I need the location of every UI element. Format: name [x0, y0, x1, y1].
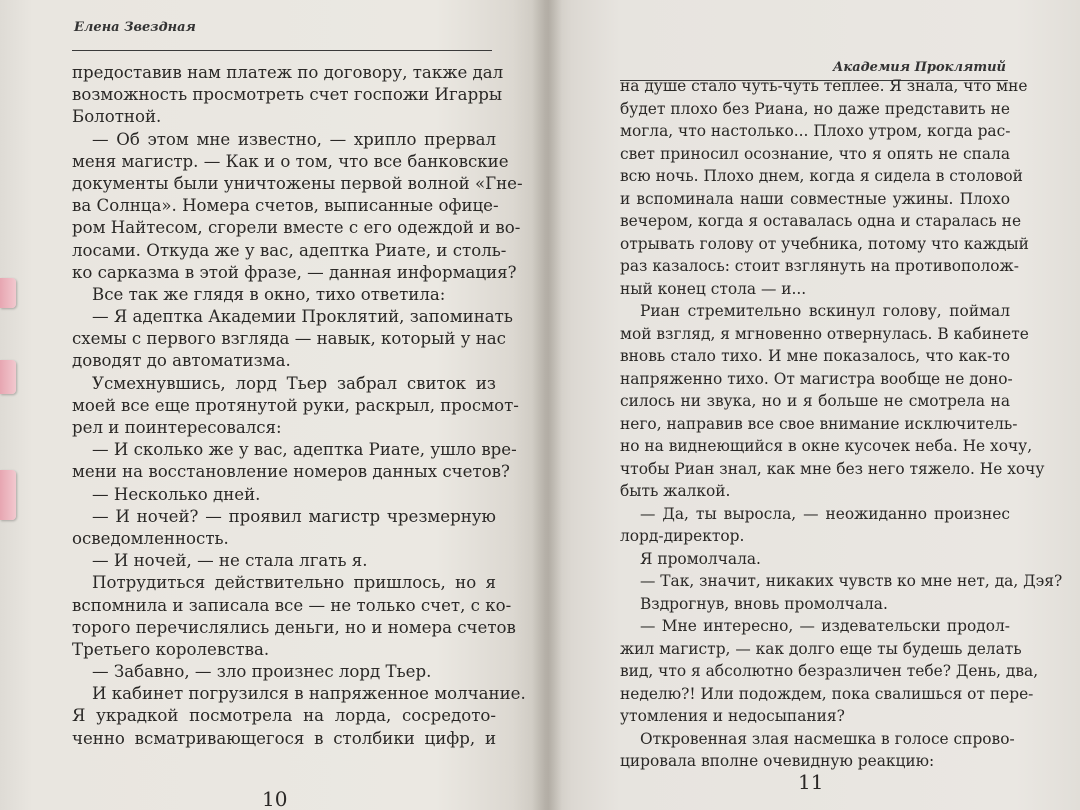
left-page-number: 10	[262, 787, 288, 810]
text-line: лорд-директор.	[620, 527, 745, 545]
text-line: мени на восстановление номеров данных счетов?	[72, 462, 510, 482]
text-line: — Я адептка Академии Проклятий, запоминать	[92, 307, 513, 327]
text-line: отрывать голову от учебника, потому что каждый	[620, 234, 1029, 253]
text-line: Вздрогнув, вновь промолчала.	[640, 594, 888, 613]
text-line: него, направив все свое внимание исключитель-	[620, 414, 1018, 433]
text-line: будет плохо без Риана, но даже представить не	[620, 99, 1010, 118]
text-line: могла, что настолько... Плохо утром, когда рас-	[620, 122, 1011, 140]
text-line: — И ночей? — проявил магистр чрезмерную	[92, 506, 496, 526]
text-line: Я промолчала.	[640, 549, 761, 568]
right-page	[545, 0, 1080, 810]
text-line: торого перечислялись деньги, но и номера счетов	[72, 617, 516, 637]
text-line: быть жалкой.	[620, 482, 731, 500]
left-header-rule	[72, 50, 492, 51]
text-line: но на виднеющийся в окне кусочек неба. Не хочу,	[620, 437, 1033, 455]
text-line: вечером, когда я оставалась одна и старалась не	[620, 212, 1022, 230]
text-line: ченно всматривающегося в столбики цифр, и	[72, 728, 496, 748]
text-line: ный конец стола — и...	[620, 279, 807, 298]
text-line: Все так же глядя в окно, тихо ответила:	[92, 284, 446, 304]
text-line: — Забавно, — зло произнес лорд Тьер.	[92, 662, 432, 682]
text-line: меня магистр. — Как и о том, что все банковские	[72, 151, 509, 171]
left-running-head: Елена Звездная	[74, 20, 196, 35]
bookmark-tab	[0, 278, 16, 308]
text-line: Потрудиться действительно пришлось, но я	[92, 573, 496, 593]
text-line: Усмехнувшись, лорд Тьер забрал свиток из	[92, 373, 496, 393]
text-line: — И сколько же у вас, адептка Риате, ушло вре-	[92, 440, 517, 460]
bookmark-tab	[0, 470, 16, 520]
book-gutter	[532, 0, 562, 810]
text-line: — Да, ты выросла, — неожиданно произнес	[640, 504, 1010, 523]
text-line: — Об этом мне известно, — хрипло прервал	[92, 129, 496, 149]
text-line: И кабинет погрузился в напряженное молчание.	[92, 684, 526, 704]
text-line: Болотной.	[72, 107, 162, 127]
text-line: Третьего королевства.	[72, 639, 270, 659]
text-line: предоставив нам платеж по договору, также дал	[72, 63, 504, 82]
text-line: на душе стало чуть-чуть теплее. Я знала, что мне	[620, 77, 1028, 95]
text-line: силось ни звука, но и я больше не смотрела на	[620, 392, 1010, 410]
text-line: ва Солнца». Номера счетов, выписанные офице-	[72, 196, 499, 216]
text-line: ром Найтесом, сгорели вместе с его одеждой и во-	[72, 218, 521, 238]
text-line: жил магистр, — как долго еще ты будешь делать	[620, 639, 1022, 658]
text-line: неделю?! Или подождем, пока свалишься от пере-	[620, 684, 1034, 703]
text-line: рел и поинтересовался:	[72, 418, 282, 437]
text-line: Откровенная злая насмешка в голосе спрово-	[640, 729, 1015, 748]
text-line: напряженно тихо. От магистра вообще не доно-	[620, 369, 1013, 388]
right-page-number: 11	[798, 770, 824, 794]
text-line: вновь стало тихо. И мне показалось, что как-то	[620, 347, 1010, 365]
text-line: моей все еще протянутой руки, раскрыл, просмот-	[72, 395, 519, 415]
text-line: мой взгляд, я мгновенно отвернулась. В кабинете	[620, 324, 1029, 343]
text-line: — Несколько дней.	[92, 484, 261, 504]
text-line: раз казалось: стоит взглянуть на противополож-	[620, 257, 1019, 275]
text-line: ко сарказма в этой фразе, — данная информация?	[72, 262, 517, 282]
text-line: доводят до автоматизма.	[72, 351, 291, 371]
text-line: всю ночь. Плохо днем, когда я сидела в столовой	[620, 167, 1023, 185]
text-line: осведомленность.	[72, 528, 229, 548]
text-line: чтобы Риан знал, как мне без него тяжело. Не хочу	[620, 459, 1045, 478]
text-line: свет приносил осознание, что я опять не спала	[620, 144, 1010, 163]
text-line: Риан стремительно вскинул голову, поймал	[640, 302, 1010, 320]
text-line: — Мне интересно, — издевательски продол-	[640, 617, 1010, 635]
text-line: цировала вполне очевидную реакцию:	[620, 752, 935, 770]
left-page-text	[72, 62, 526, 750]
text-line: возможность просмотреть счет госпожи Игарры	[72, 85, 503, 105]
text-line: вспомнила и записала все — не только счет, с ко-	[72, 595, 512, 615]
text-line: Я украдкой посмотрела на лорда, сосредото-	[72, 706, 496, 726]
text-line: утомления и недосыпания?	[620, 707, 845, 725]
right-page-text	[620, 75, 1063, 773]
text-line: документы были уничтожены первой волной «Гне-	[72, 173, 523, 193]
text-line: вид, что я абсолютно безразличен тебе? День, два,	[620, 662, 1039, 680]
bookmark-tab	[0, 360, 16, 394]
text-line: и вспоминала наши совместные ужины. Плохо	[620, 189, 1010, 208]
text-line: лосами. Откуда же у вас, адептка Риате, и столь-	[72, 240, 507, 260]
right-running-head: Академия Проклятий	[832, 60, 1006, 75]
text-line: — Так, значит, никаких чувств ко мне нет, да, Дэя?	[640, 572, 1063, 590]
text-line: схемы с первого взгляда — навык, который у нас	[72, 329, 506, 349]
text-line: — И ночей, — не стала лгать я.	[92, 551, 368, 571]
